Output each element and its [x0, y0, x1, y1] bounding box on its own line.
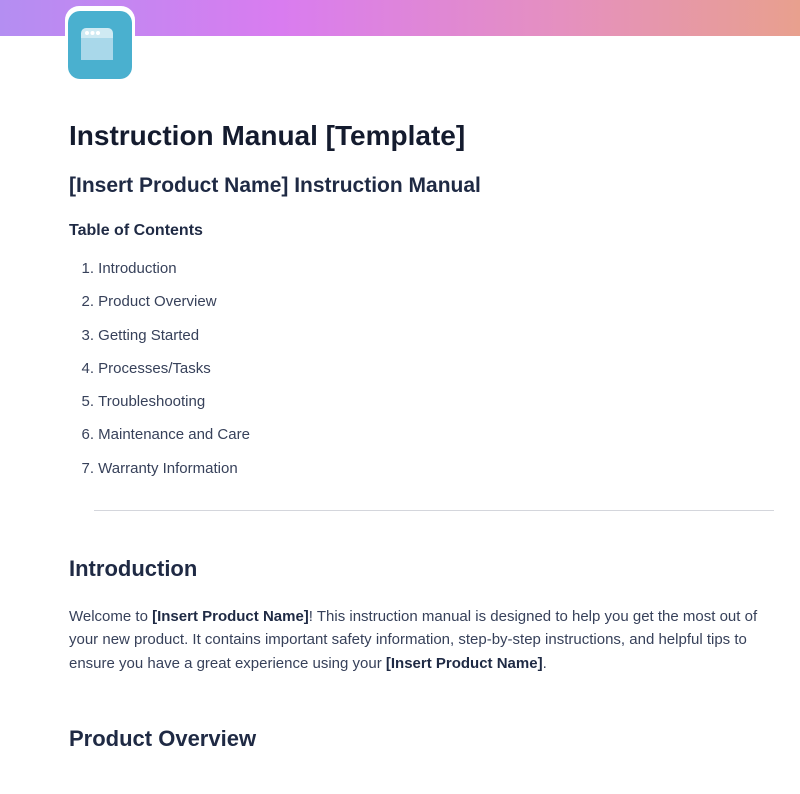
toc-item-number: 5. [81, 393, 94, 411]
toc-item-label: Maintenance and Care [98, 426, 250, 444]
toc-item-label: Introduction [98, 260, 177, 277]
table-of-contents [69, 252, 774, 485]
toc-item-label: Processes/Tasks [98, 359, 211, 377]
toc-item-number: 7. [81, 459, 94, 477]
toc-item-number: 3. [81, 326, 94, 344]
product-name-placeholder: [Insert Product Name] [385, 654, 543, 672]
toc-item-number: 2. [81, 293, 94, 311]
introduction-heading: Introduction [69, 556, 198, 582]
intro-text: ! This instruction manual is designed to help you get the most out of your new product. It contains important safety information, step-by-step instructions, and helpful tips to ensure you have a great experience using your [69, 608, 758, 672]
browser-window-icon [80, 27, 114, 61]
toc-heading: Table of Contents [69, 222, 203, 239]
page-title: Instruction Manual [Template] [69, 120, 466, 151]
toc-item-introduction[interactable] [69, 252, 774, 285]
page-icon[interactable] [65, 6, 135, 82]
product-overview-heading: Product Overview [69, 725, 257, 751]
toc-item-number: 4. [81, 359, 94, 377]
section-divider [94, 510, 774, 511]
introduction-paragraph [69, 605, 774, 675]
toc-item-getting-started[interactable] [69, 319, 774, 352]
toc-item-warranty-information[interactable] [69, 452, 774, 485]
toc-item-label: Warranty Information [98, 459, 238, 477]
intro-text: Welcome to [69, 608, 153, 626]
toc-item-label: Product Overview [98, 293, 217, 311]
toc-item-label: Getting Started [98, 326, 200, 344]
toc-item-troubleshooting[interactable] [69, 385, 774, 418]
toc-item-number: 1. [81, 260, 94, 277]
toc-item-label: Troubleshooting [98, 393, 206, 411]
toc-item-maintenance-and-care[interactable] [69, 418, 774, 451]
toc-item-number: 6. [81, 426, 94, 444]
intro-text: . [542, 654, 547, 672]
document-body [69, 112, 774, 757]
page-subtitle: [Insert Product Name] Instruction Manual [69, 174, 481, 197]
product-name-placeholder: [Insert Product Name] [152, 608, 309, 626]
toc-item-processes-tasks[interactable] [69, 352, 774, 385]
toc-item-product-overview[interactable] [69, 285, 774, 318]
